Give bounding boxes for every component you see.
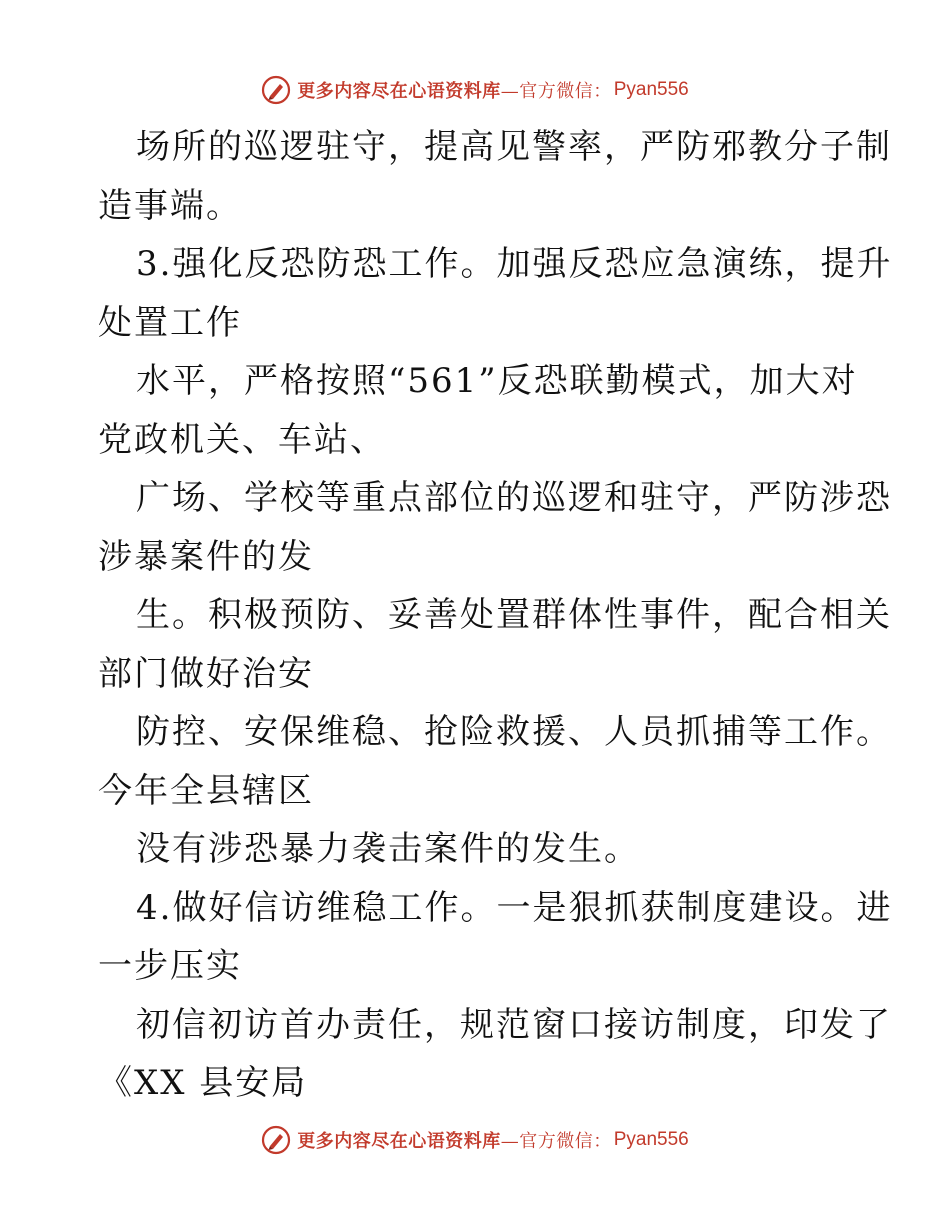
body-line: 党政机关、车站、 — [98, 419, 386, 460]
body-line: 造事端。 — [98, 185, 242, 226]
body-line: 涉暴案件的发 — [98, 536, 314, 577]
watermark-suffix-text: —官方微信： — [500, 1131, 612, 1152]
body-line: 生。积极预防、妥善处置群体性事件，配合相关 — [136, 595, 892, 635]
body-line: 没有涉恐暴力袭击案件的发生。 — [136, 829, 640, 869]
watermark-main-text: 更多内容尽在心语资料库 — [297, 1131, 501, 1152]
watermark-wechat-id: Pyan556 — [613, 1129, 689, 1150]
body-line: 初信初访首办责任，规范窗口接访制度，印发了 — [136, 1004, 892, 1045]
body-line: 水平，严格按照“561”反恐联勤模式，加大对 — [136, 361, 858, 401]
pen-logo-icon — [261, 75, 291, 105]
header-watermark — [0, 72, 950, 108]
body-line: 防控、安保维稳、抢险救援、人员抓捕等工作。 — [136, 712, 892, 752]
watermark-wechat-id: Pyan556 — [613, 79, 689, 100]
body-line: 处置工作 — [98, 302, 242, 343]
watermark-main-text: 更多内容尽在心语资料库 — [297, 81, 501, 102]
body-line: 一步压实 — [98, 946, 242, 986]
body-line: 部门做好治安 — [98, 653, 314, 694]
body-line: 广场、学校等重点部位的巡逻和驻守，严防涉恐 — [136, 478, 892, 518]
body-line: 《XX 县安局 — [98, 1063, 308, 1103]
body-line: 3.强化反恐防恐工作。加强反恐应急演练，提升 — [136, 244, 893, 284]
footer-watermark — [0, 1122, 950, 1158]
document-body — [98, 118, 893, 1113]
body-line: 场所的巡逻驻守，提高见警率，严防邪教分子制 — [136, 127, 892, 167]
body-line: 今年全县辖区 — [98, 770, 314, 811]
watermark-suffix-text: —官方微信： — [500, 81, 612, 102]
pen-logo-icon — [261, 1125, 291, 1155]
body-line: 4.做好信访维稳工作。一是狠抓获制度建设。进 — [136, 887, 893, 928]
